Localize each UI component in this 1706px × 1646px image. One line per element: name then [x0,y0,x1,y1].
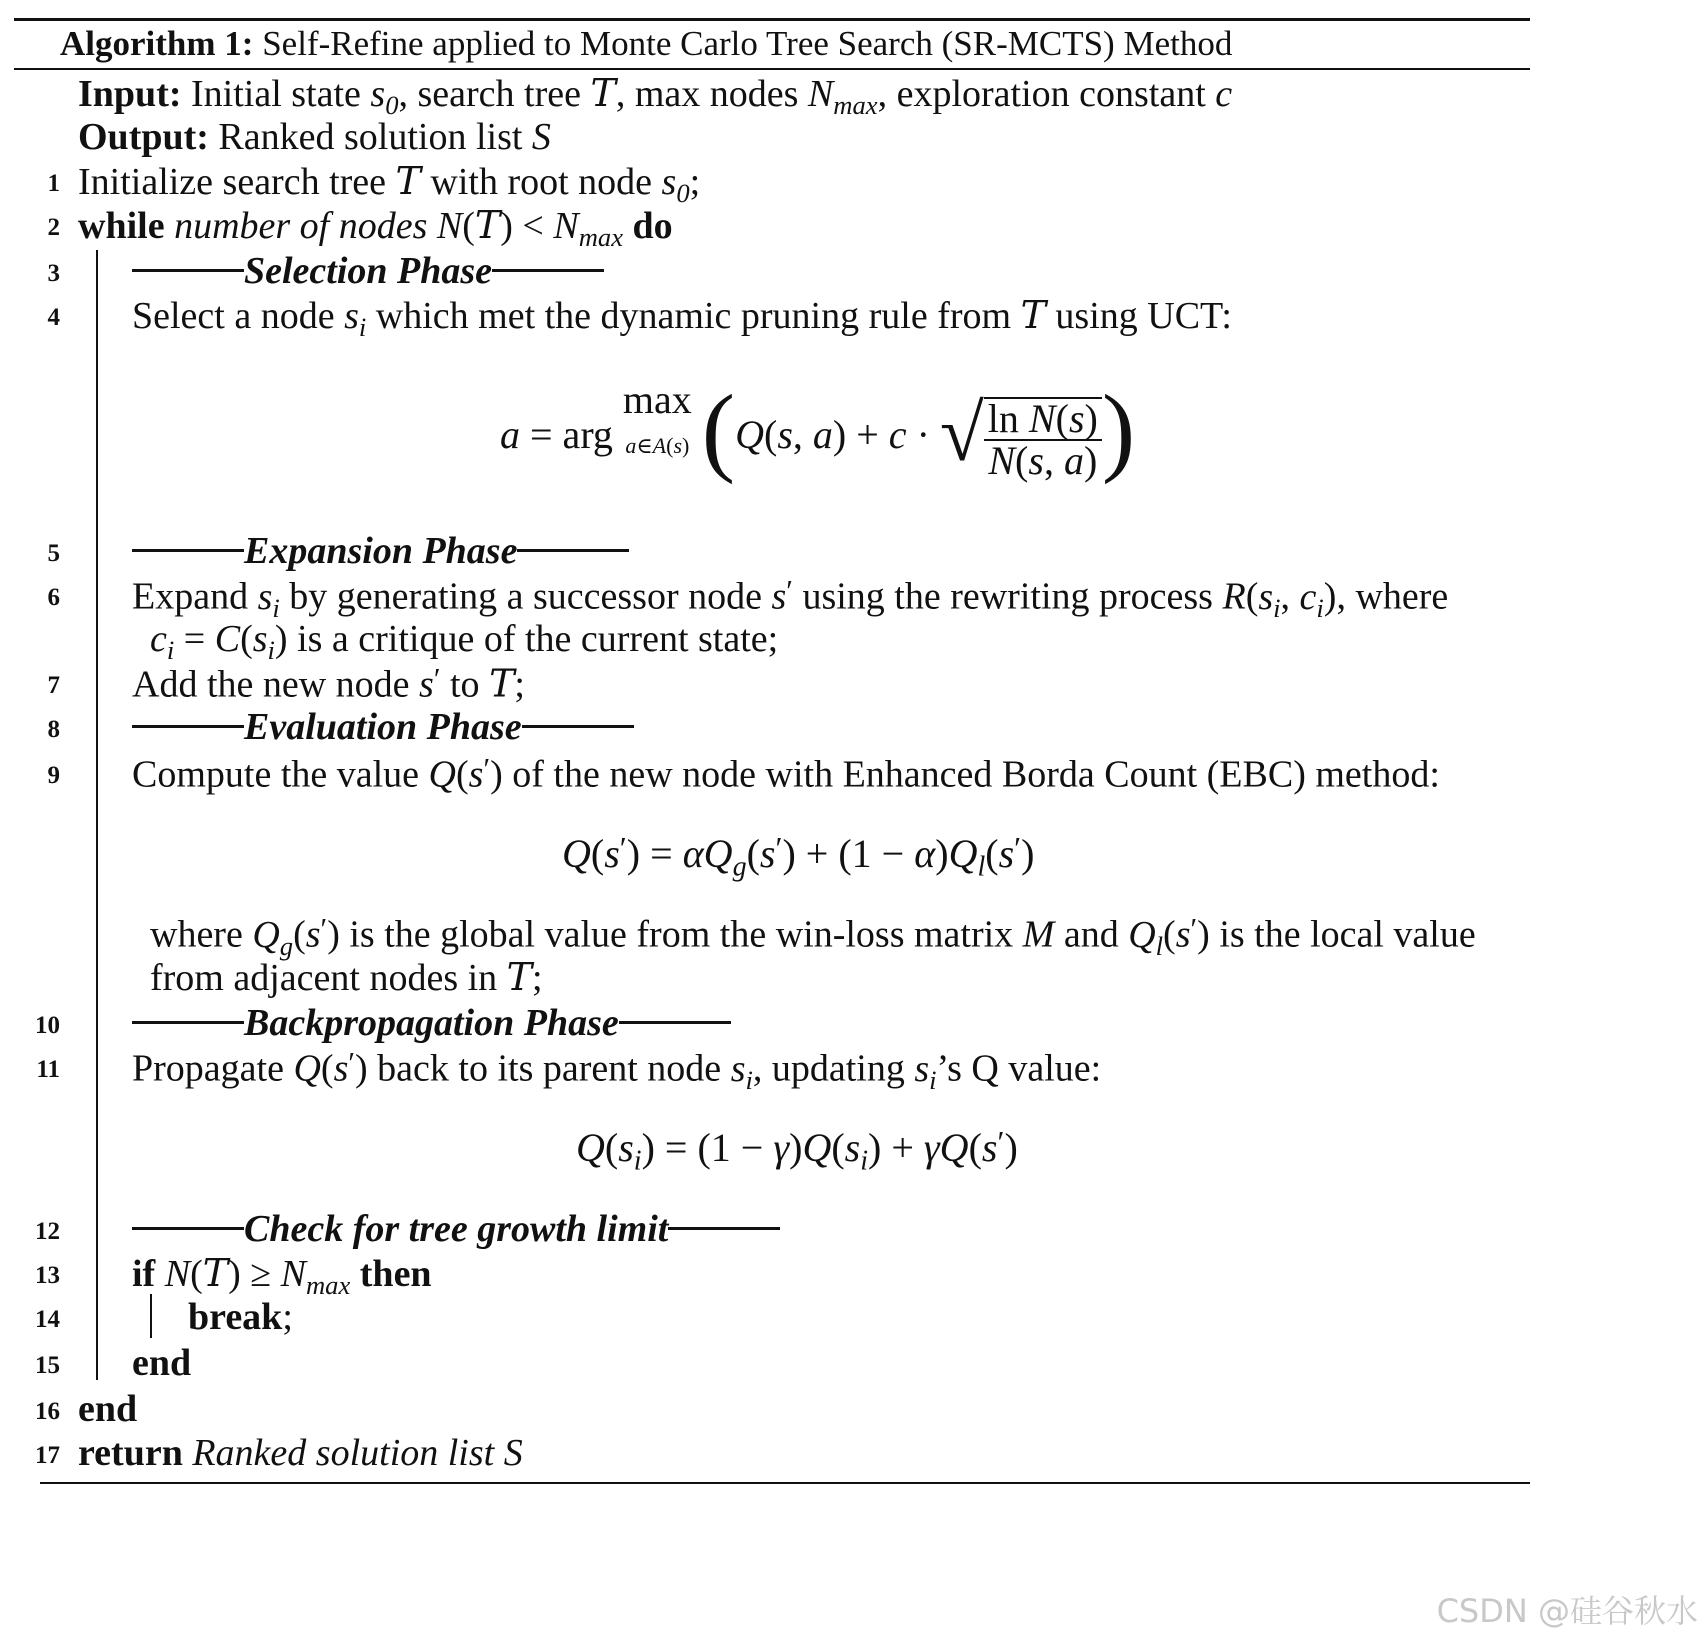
caption-rule [14,68,1530,70]
line-number: 7 [47,672,60,699]
line-12-growth-limit: Check for tree growth limit [132,1210,780,1248]
line-3-selection-phase: Selection Phase [132,252,604,290]
backprop-equation: $Q(s_i) = (1 - \gamma)Q(s_i) + \gamma Q(s')$ [576,1124,1018,1177]
line-number: 4 [47,304,60,331]
input-line: Input: Initial state $s_0$, search tree T, max nodes $N_{max}$, exploration constant c [78,71,1233,120]
line-number: 13 [35,1262,60,1289]
line-number: 1 [47,170,60,197]
line-number: 3 [47,260,60,287]
line-9-where-cont: from adjacent nodes in T; [150,955,543,999]
line-11: Propagate Q(s′) back to its parent node $s_i$, updating $s_i’s$ Q value: [132,1046,1102,1095]
line-number: 12 [35,1218,60,1245]
uct-equation: a = arg max a∈A(s) (Q(s, a) + c · √ $\frac{\text{ln N(s)}}{N(s, a)}$ ) [500,374,1136,485]
ebc-equation: $Q(s') = \alpha Q_g(s') + (1 - \alpha)Q_l(s')$ [562,830,1035,883]
line-2: while number of nodes $N(T) < N_{max}$ do [78,203,673,252]
line-number: 2 [47,214,60,241]
line-number: 16 [35,1398,60,1425]
line-1: Initialize search tree T with root node $s_0$; [78,159,701,208]
line-number: 15 [35,1352,60,1379]
line-16: end [78,1388,138,1430]
top-rule [14,18,1530,21]
line-number: 8 [47,716,60,743]
line-6: Expand $s_i$ by generating a successor node s′ using the rewriting process $R(s_i$, $c_i$), where [132,574,1449,623]
line-14: break; [188,1296,293,1338]
output-line: Output: Ranked solution list S [78,116,551,158]
line-number: 17 [35,1442,60,1469]
line-number: 10 [35,1012,60,1039]
line-17: return Ranked solution list S [78,1432,523,1474]
algorithm-caption: Algorithm 1: Self-Refine applied to Monte Carlo Tree Search (SR-MCTS) Method [60,24,1233,63]
if-block-bar [150,1294,152,1338]
while-block-bar [96,250,98,1380]
bottom-rule [40,1482,1530,1484]
line-8-evaluation-phase: Evaluation Phase [132,708,634,746]
line-6-cont: $c_i = C(s_i)$ is a critique of the current state; [150,618,779,665]
line-9-where: where $Q_g(s')$ is the global value from the win-loss matrix M and $Q_l(s')$ is the local value [150,912,1476,961]
line-9: Compute the value Q(s′) of the new node with Enhanced Borda Count (EBC) method: [132,752,1440,796]
line-10-backprop-phase: Backpropagation Phase [132,1004,731,1042]
line-number: 9 [47,762,60,789]
line-number: 11 [36,1056,60,1083]
line-5-expansion-phase: Expansion Phase [132,532,629,570]
line-number: 14 [35,1306,60,1333]
line-13: if $N(T) \ge N_{max}$ then [132,1251,432,1300]
line-7: Add the new node s′ to T; [132,661,525,706]
watermark: CSDN @硅谷秋水 [1436,1592,1698,1630]
line-15: end [132,1342,192,1384]
line-number: 6 [47,584,60,611]
line-4: Select a node $s_i$ which met the dynamic pruning rule from T using UCT: [132,293,1232,342]
line-number: 5 [47,540,60,567]
